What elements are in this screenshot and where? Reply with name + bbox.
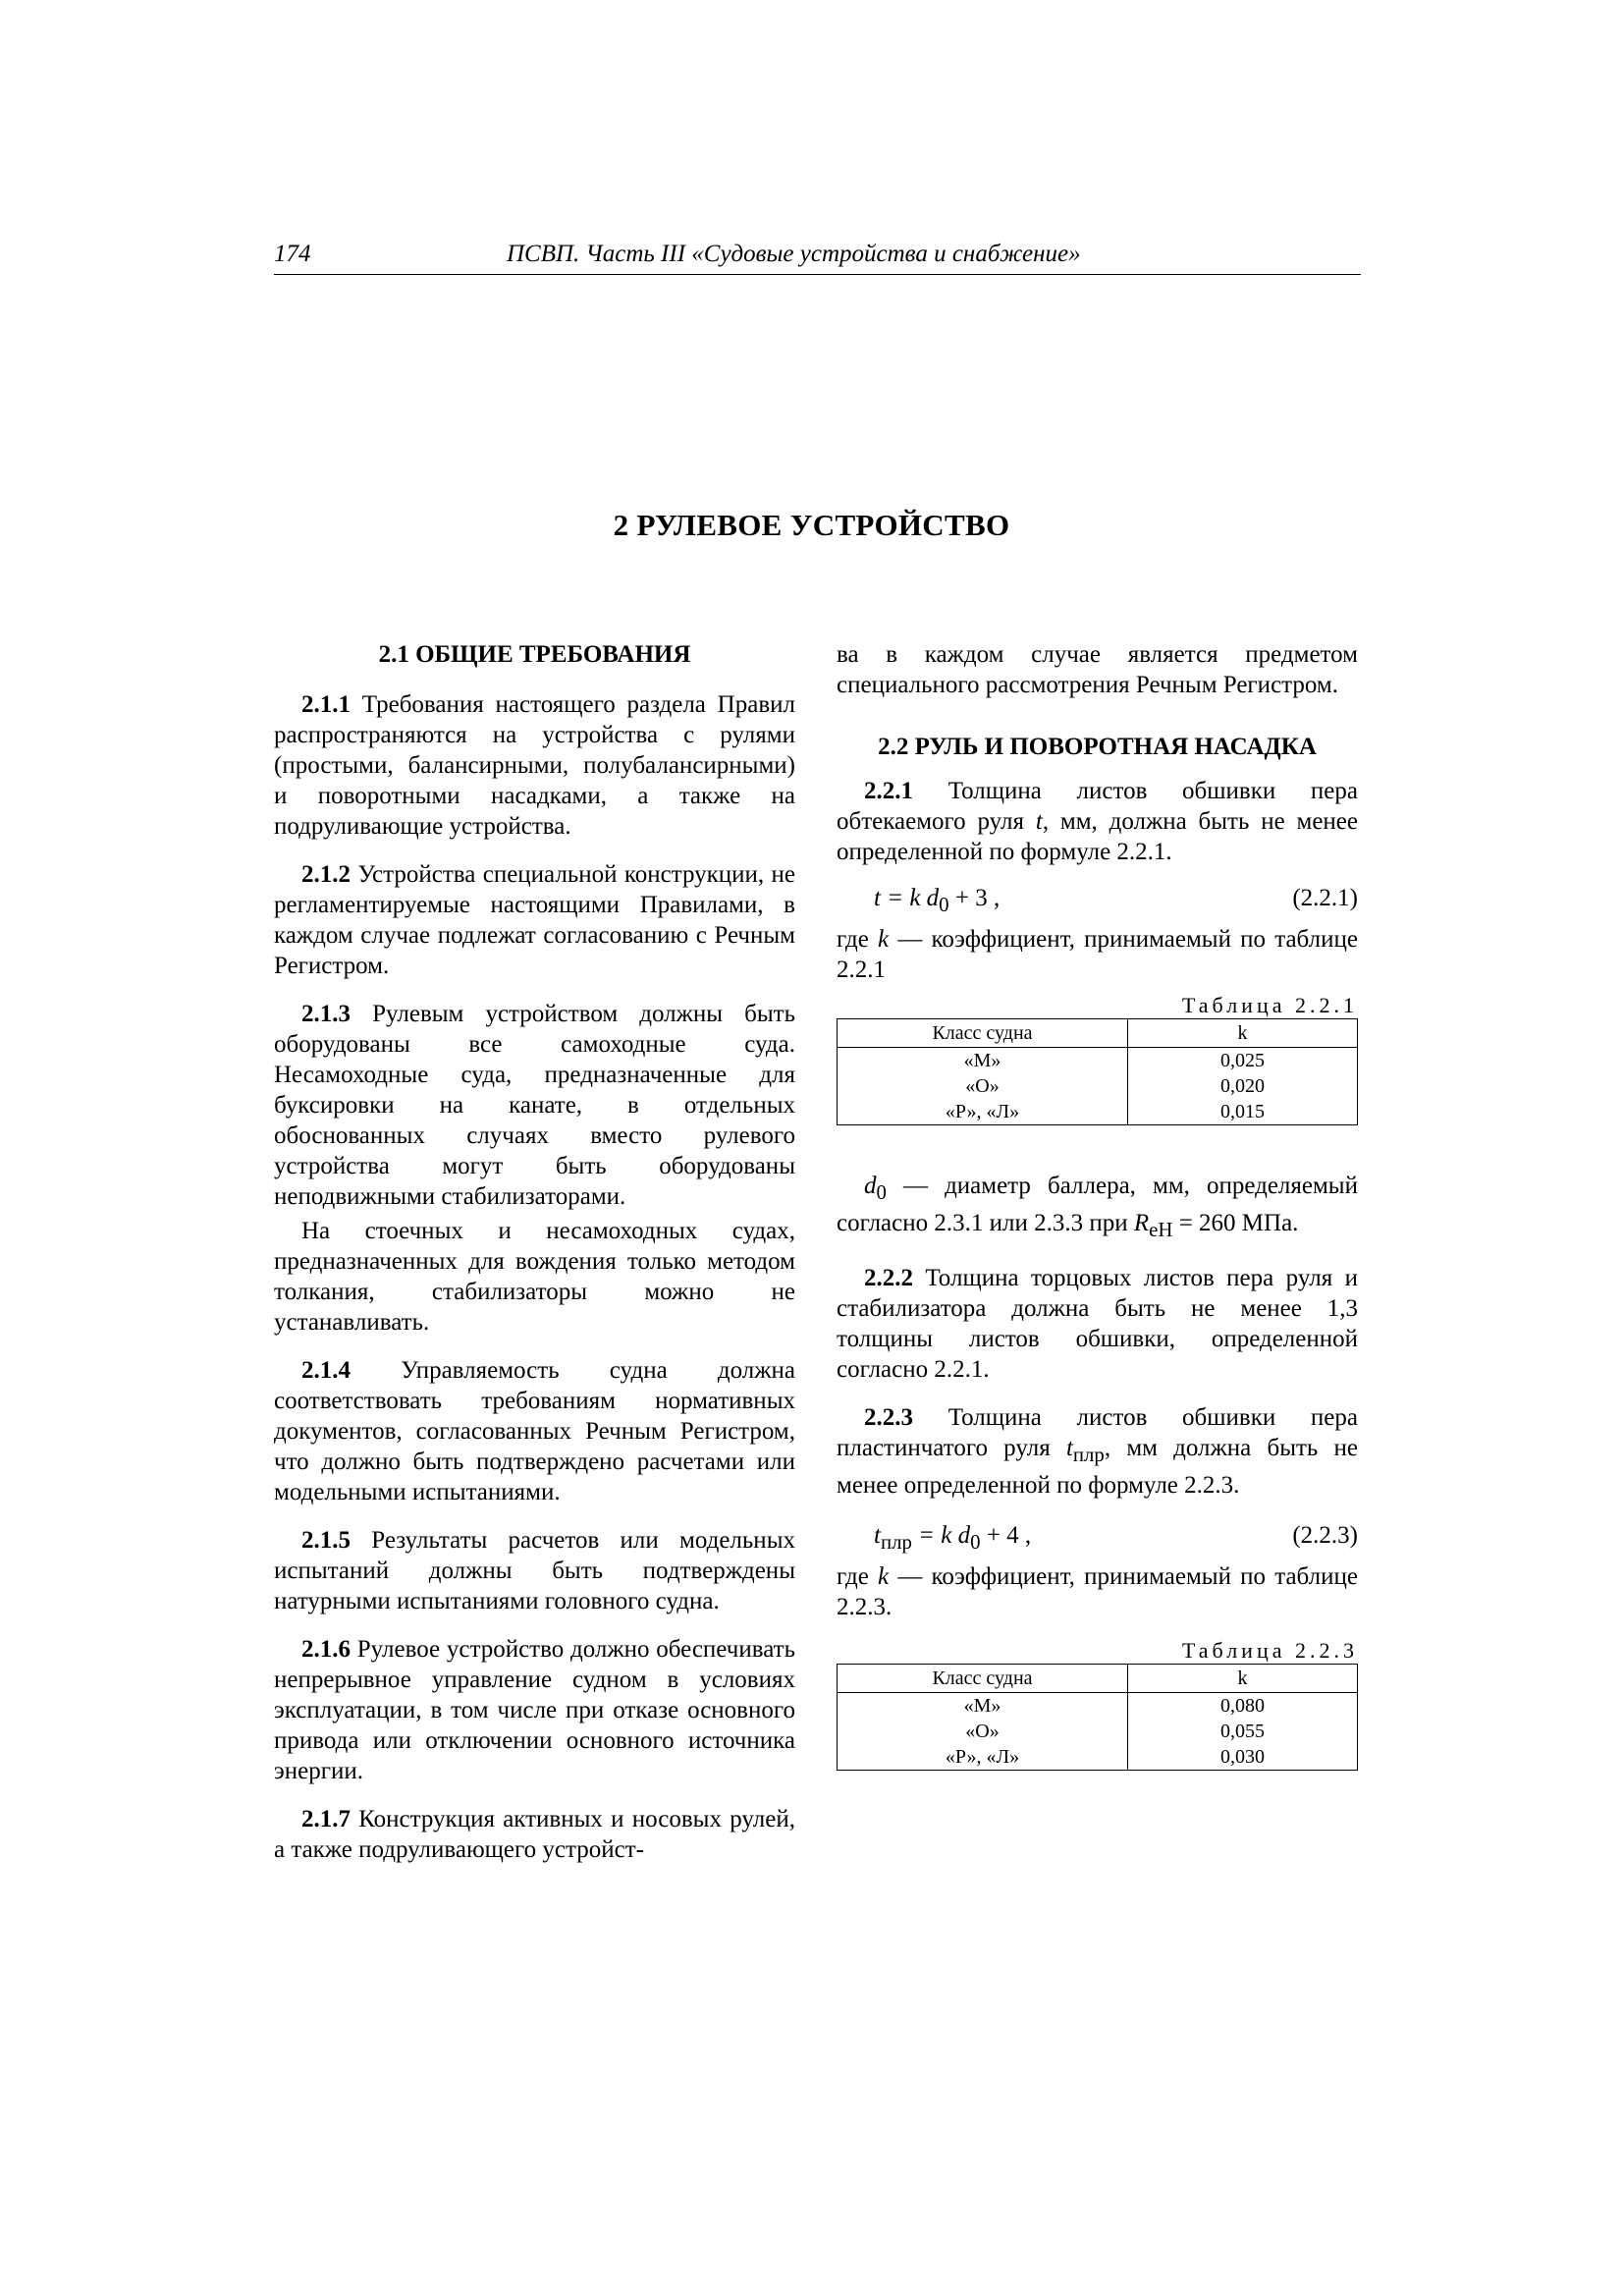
formula-2-2-1 [837, 883, 1358, 916]
table-caption: Таблица 2.2.1 [1181, 993, 1358, 1017]
clause-text: Рулевым устройством должны быть оборудованы все самоходные суда. Несамоходные суда, предназначенные для буксировки на канате, в отдельных обоснованных случаях вместо рулевого устройства могут быть оборудованы неподвижными стабилизаторами. [274, 1001, 795, 1210]
right-column [837, 639, 1358, 1771]
section-heading-2-1: 2.1 ОБЩИЕ ТРЕБОВАНИЯ [378, 641, 691, 668]
paragraph-2-1-7 [274, 1804, 795, 1865]
table-cell: «О» [838, 1719, 1128, 1744]
where-text: — коэффициент, принимаемый по таблице 2.2.3. [837, 1563, 1358, 1620]
paragraph-2-2-3 [837, 1402, 1358, 1501]
variable-k: k [878, 1563, 890, 1590]
running-header [274, 239, 1361, 275]
section-heading-2-2: 2.2 РУЛЬ И ПОВОРОТНАЯ НАСАДКА [878, 734, 1317, 760]
clause-text: Конструкция активных и носовых рулей, а также подруливающего устройст- [274, 1806, 795, 1863]
definition-text: — диаметр баллера, мм, определяемый согласно 2.3.1 или 2.3.3 при [837, 1173, 1358, 1236]
subscript: eH [1149, 1218, 1173, 1241]
paragraph-2-2-2 [837, 1263, 1358, 1385]
clause-text: , мм, должна быть не менее определенной по формуле 2.2.1. [837, 808, 1359, 865]
coefficient-table-2-2-1 [837, 1018, 1358, 1125]
paragraph-2-1-5 [274, 1525, 795, 1616]
equation-number: (2.2.3) [1292, 1522, 1358, 1549]
formula-expression [874, 1520, 1031, 1558]
formula-op: = k d [911, 1522, 971, 1549]
paragraph-2-2-1 [837, 776, 1358, 867]
paragraph-2-1-7-cont: ва в каждом случае является предметом специального рассмотрения Речным Регистром. [837, 641, 1358, 698]
table-row [838, 1719, 1358, 1744]
left-column [274, 639, 795, 1865]
table-cell: 0,055 [1128, 1719, 1358, 1744]
paragraph-2-1-2 [274, 859, 795, 981]
formula-subscript: 0 [970, 1530, 981, 1554]
table-header-row [838, 1665, 1358, 1693]
running-title: ПСВП. Часть III «Судовые устройства и снабжение» [507, 241, 1081, 267]
table-row [838, 1744, 1358, 1771]
table-cell: «М» [838, 1693, 1128, 1720]
table-cell: «Р», «Л» [838, 1099, 1128, 1125]
clause-text: Толщина листов обшивки пера пластинчатого руля [837, 1404, 1358, 1461]
where-text: где [837, 1563, 879, 1590]
variable-t: t [1065, 1435, 1073, 1461]
paragraph-2-1-6 [274, 1634, 795, 1786]
table-cell: «О» [838, 1073, 1128, 1099]
coefficient-table-2-2-3 [837, 1664, 1358, 1771]
paragraph-2-1-1 [274, 689, 795, 842]
clause-number: 2.1.5 [301, 1527, 351, 1554]
table-cell: 0,015 [1128, 1099, 1358, 1125]
clause-number: 2.1.3 [301, 1001, 351, 1027]
formula-subscript: плр [880, 1530, 912, 1554]
table-cell: 0,030 [1128, 1744, 1358, 1771]
formula-subscript: 0 [939, 893, 949, 916]
clause-text: , мм должна быть не менее определенной по формуле 2.2.3. [837, 1435, 1358, 1499]
variable-t: t [1035, 808, 1043, 835]
where-text: где [837, 926, 879, 953]
clause-text: Результаты расчетов или модельных испытаний должны быть подтверждены натурными испытаниями головного судна. [274, 1527, 795, 1614]
formula-lhs: t [874, 885, 881, 911]
clause-number: 2.1.2 [301, 861, 351, 888]
variable-d: d [864, 1173, 877, 1199]
where-text: — коэффициент, принимаемый по таблице 2.2.1 [837, 926, 1358, 983]
paragraph-2-1-3 [274, 999, 795, 1212]
clause-text: Толщина торцовых листов пера руля и стабилизатора должна быть не менее 1,3 толщины листов обшивки, определенной согласно 2.2.1. [837, 1265, 1358, 1383]
formula-expression [874, 883, 1000, 920]
clause-number: 2.1.1 [301, 691, 351, 718]
formula-op: = k d [880, 885, 940, 911]
column-header: Класс судна [838, 1665, 1128, 1693]
clause-number: 2.1.7 [301, 1806, 351, 1832]
table-cell: 0,020 [1128, 1073, 1358, 1099]
clause-number: 2.2.3 [864, 1404, 913, 1431]
equation-number: (2.2.1) [1292, 885, 1358, 911]
where-clause-2 [837, 1561, 1358, 1622]
table-row [838, 1048, 1358, 1074]
clause-number: 2.2.2 [864, 1265, 913, 1291]
formula-2-2-3 [837, 1520, 1358, 1554]
table-cell: «Р», «Л» [838, 1744, 1128, 1771]
clause-text: Устройства специальной конструкции, не регламентируемые настоящими Правилами, в каждом случае подлежат согласованию с Речным Регистром. [274, 861, 795, 979]
table-row [838, 1693, 1358, 1720]
definition-text: = 260 МПа. [1172, 1210, 1299, 1236]
column-header: Класс судна [838, 1019, 1128, 1048]
clause-number: 2.1.6 [301, 1636, 351, 1663]
d0-definition [837, 1171, 1358, 1245]
clause-text: Рулевое устройство должно обеспечивать непрерывное управление судном в условиях эксплуатации, в том числе при отказе основного привода или отключении основного источника энергии. [274, 1636, 795, 1784]
chapter-title: 2 РУЛЕВОЕ УСТРОЙСТВО [613, 508, 1010, 542]
clause-text: Управляемость судна должна соответствовать требованиям нормативных документов, согласованных Речным Регистром, что должно быть подтверждено расчетами или модельными испытаниями. [274, 1357, 795, 1505]
subscript: 0 [876, 1180, 887, 1204]
subscript: плр [1072, 1443, 1105, 1466]
paragraph-2-1-3-cont: На стоечных и несамоходных судах, предназначенных для вождения только методом толкания, стабилизаторы можно не устанавливать. [274, 1218, 795, 1336]
column-header: k [1128, 1019, 1358, 1048]
table-header-row [838, 1019, 1358, 1048]
table-row [838, 1073, 1358, 1099]
table-cell: 0,025 [1128, 1048, 1358, 1074]
table-cell: 0,080 [1128, 1693, 1358, 1720]
where-clause-1 [837, 924, 1358, 985]
formula-rest: + 3 , [948, 885, 1001, 911]
variable-R: R [1133, 1210, 1150, 1236]
table-caption: Таблица 2.2.3 [1181, 1638, 1358, 1663]
clause-text: Толщина листов обшивки пера обтекаемого руля [837, 778, 1358, 835]
variable-k: k [878, 926, 890, 953]
clause-text: Требования настоящего раздела Правил распространяются на устройства с рулями (простыми, балансирными, полубалансирными) и поворотными насадками, а также на подруливающие устройства. [274, 691, 795, 840]
paragraph-2-1-4 [274, 1355, 795, 1507]
column-header: k [1128, 1665, 1358, 1693]
clause-number: 2.1.4 [301, 1357, 351, 1384]
table-cell: «М» [838, 1048, 1128, 1074]
clause-number: 2.2.1 [864, 778, 913, 804]
formula-rest: + 4 , [980, 1522, 1032, 1549]
page-number: 174 [274, 241, 311, 267]
table-row [838, 1099, 1358, 1125]
formula-lhs: t [874, 1522, 881, 1549]
